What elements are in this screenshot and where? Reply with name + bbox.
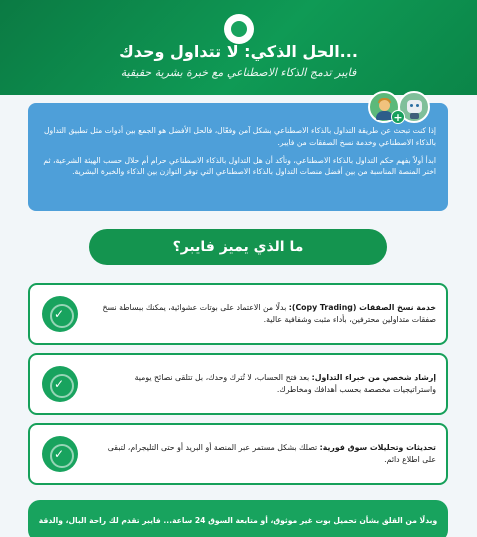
feature-title: خدمة نسخ الصفقات (Copy Trading): [288, 302, 436, 312]
plus-icon: + [391, 110, 405, 124]
feature-description: تصلك بشكل مستمر عبر المنصة أو البريد أو حتى التليجرام، لتبقى على اطلاع دائم. [107, 442, 436, 464]
feature-text [88, 302, 446, 327]
intro-paragraph-1: إذا كنت تبحث عن طريقة التداول بالذكاء الاصطناعي بشكل آمن وفعّال، فالحل الأفضل هو الجمع بين أدوات مثل تطبيق التداول بالذكاء الاصطناعي وخدمة نسخ الصفقات من فايبر. [44, 126, 436, 147]
hero-header [0, 0, 477, 95]
feature-description: بدلًا من الاعتماد على بوتات عشوائية، يمكنك ببساطة نسخ صفقات متداولين محترفين، بأداء مثبت وشفافية عالية. [102, 302, 436, 324]
avatars-group [368, 91, 438, 127]
feature-text [88, 442, 446, 467]
feature-description: بعد فتح الحساب، لا تُترك وحدك، بل تتلقى نصائح يومية واستراتيجيات مخصصة بحسب أهدافك ومخاطرك. [134, 372, 436, 394]
feature-text [88, 372, 446, 397]
feature-title: إرشاد شخصي من خبراء التداول: [311, 372, 436, 382]
section-title: ما الذي يميز فايبر؟ [89, 229, 387, 265]
check-icon: ✓ [42, 296, 78, 332]
check-icon: ✓ [42, 366, 78, 402]
bottom-banner: وبدلًا من القلق بشأن تحميل بوت غير موثوق، أو متابعة السوق 24 ساعة... فايبر تقدم لك راحة البال، والدقة [28, 500, 448, 537]
hero-title: ...الحل الذكي: لا تتداول وحدك [119, 42, 358, 61]
hero-subtitle: فايبر تدمج الذكاء الاصطناعي مع خبرة بشرية حقيقية [120, 66, 357, 79]
intro-card [28, 103, 448, 211]
intro-paragraph-2: ابدأ أولاً بفهم حكم التداول بالذكاء الاصطناعي، وتأكد أن هل التداول بالذكاء الاصطناعي حرام أم حلال حسب الهيئة الشرعية، ثم اختر المنصة المناسبة من بين أفضل منصات التداول بالذكاء الاصطناعي التي توفر التوازن بين الذكاء والخبرة البشرية. [43, 155, 436, 177]
circle-icon [224, 14, 254, 44]
feature-card-copy-trading [28, 283, 448, 345]
feature-title: تحديثات وتحليلات سوق فورية: [319, 442, 436, 452]
feature-card-guidance [28, 353, 448, 415]
check-icon: ✓ [42, 436, 78, 472]
feature-card-updates [28, 423, 448, 485]
